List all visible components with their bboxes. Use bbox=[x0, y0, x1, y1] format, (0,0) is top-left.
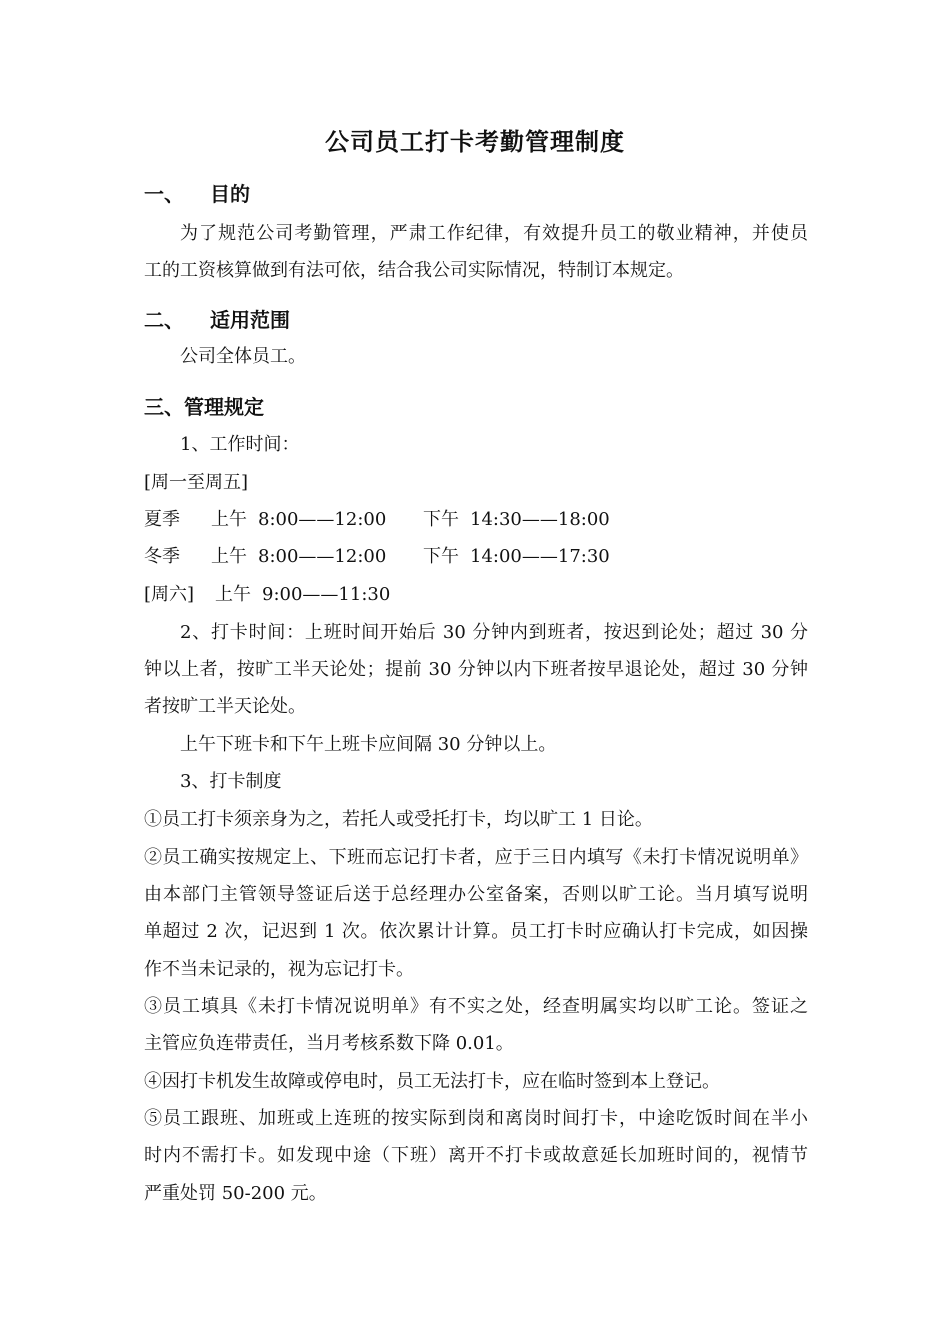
pm-time: 14:30——18:00 bbox=[470, 509, 610, 530]
section-number: 二、 bbox=[144, 308, 184, 332]
rule-line: ①员工打卡须亲身为之，若托人或受托打卡，均以旷工 1 日论。 bbox=[144, 809, 653, 830]
section-title: 目的 bbox=[210, 182, 250, 206]
rule-line: 由本部门主管领导签证后送于总经理办公室备案，否则以旷工论。当月填写说明 bbox=[144, 884, 808, 905]
season-label: 夏季 bbox=[144, 509, 180, 530]
rule-line: ④因打卡机发生故障或停电时，员工无法打卡，应在临时签到本上登记。 bbox=[144, 1071, 720, 1092]
paragraph-line: 上午下班卡和下午上班卡应间隔 30 分钟以上。 bbox=[180, 734, 557, 755]
rule-line: 主管应负连带责任，当月考核系数下降 0.01。 bbox=[144, 1033, 514, 1054]
section-number: 三、 bbox=[144, 395, 184, 419]
rule-line: 严重处罚 50-200 元。 bbox=[144, 1183, 327, 1204]
section-heading-purpose bbox=[144, 178, 250, 207]
document-title: 公司员工打卡考勤管理制度 bbox=[325, 128, 625, 156]
paragraph-line: 者按旷工半天论处。 bbox=[144, 696, 306, 717]
am-time: 8:00——12:00 bbox=[258, 509, 387, 530]
work-time-heading: 1、工作时间： bbox=[180, 434, 300, 455]
section-title: 管理规定 bbox=[184, 395, 264, 419]
paragraph-line: 工的工资核算做到有法可依，结合我公司实际情况，特制订本规定。 bbox=[144, 260, 684, 281]
pm-label: 下午 bbox=[423, 509, 459, 530]
paragraph-line: 为了规范公司考勤管理，严肃工作纪律，有效提升员工的敬业精神，并使员 bbox=[180, 223, 808, 244]
rule-line: 时内不需打卡。如发现中途（下班）离开不打卡或故意延长加班时间的，视情节 bbox=[144, 1145, 808, 1166]
section-heading-rules bbox=[144, 391, 264, 420]
season-label: 冬季 bbox=[144, 546, 180, 567]
am-time: 9:00——11:30 bbox=[262, 584, 391, 605]
section-heading-scope bbox=[144, 304, 290, 333]
rule-line: 单超过 2 次，记迟到 1 次。依次累计计算。员工打卡时应确认打卡完成，如因操 bbox=[144, 921, 808, 942]
section-title: 适用范围 bbox=[210, 308, 290, 332]
rule-line: 作不当未记录的，视为忘记打卡。 bbox=[144, 959, 414, 980]
am-time: 8:00——12:00 bbox=[258, 546, 387, 567]
rule-line: ⑤员工跟班、加班或上连班的按实际到岗和离岗时间打卡，中途吃饭时间在半小 bbox=[144, 1108, 808, 1129]
clock-system-heading: 3、打卡制度 bbox=[180, 771, 282, 792]
pm-time: 14:00——17:30 bbox=[470, 546, 610, 567]
rule-line: ②员工确实按规定上、下班而忘记打卡者，应于三日内填写《未打卡情况说明单》 bbox=[144, 847, 808, 868]
pm-label: 下午 bbox=[423, 546, 459, 567]
rule-line: ③员工填具《未打卡情况说明单》有不实之处，经查明属实均以旷工论。签证之 bbox=[144, 996, 808, 1017]
am-label: 上午 bbox=[215, 584, 251, 605]
am-label: 上午 bbox=[211, 509, 247, 530]
section-number: 一、 bbox=[144, 182, 184, 206]
saturday-label: [周六] bbox=[144, 584, 195, 605]
paragraph-line: 钟以上者，按旷工半天论处；提前 30 分钟以内下班者按早退论处，超过 30 分钟 bbox=[144, 659, 808, 680]
am-label: 上午 bbox=[211, 546, 247, 567]
paragraph-line: 2、打卡时间：上班时间开始后 30 分钟内到班者，按迟到论处；超过 30 分 bbox=[180, 622, 808, 643]
paragraph-line: 公司全体员工。 bbox=[180, 346, 306, 367]
weekday-label: [周一至周五] bbox=[144, 472, 249, 493]
